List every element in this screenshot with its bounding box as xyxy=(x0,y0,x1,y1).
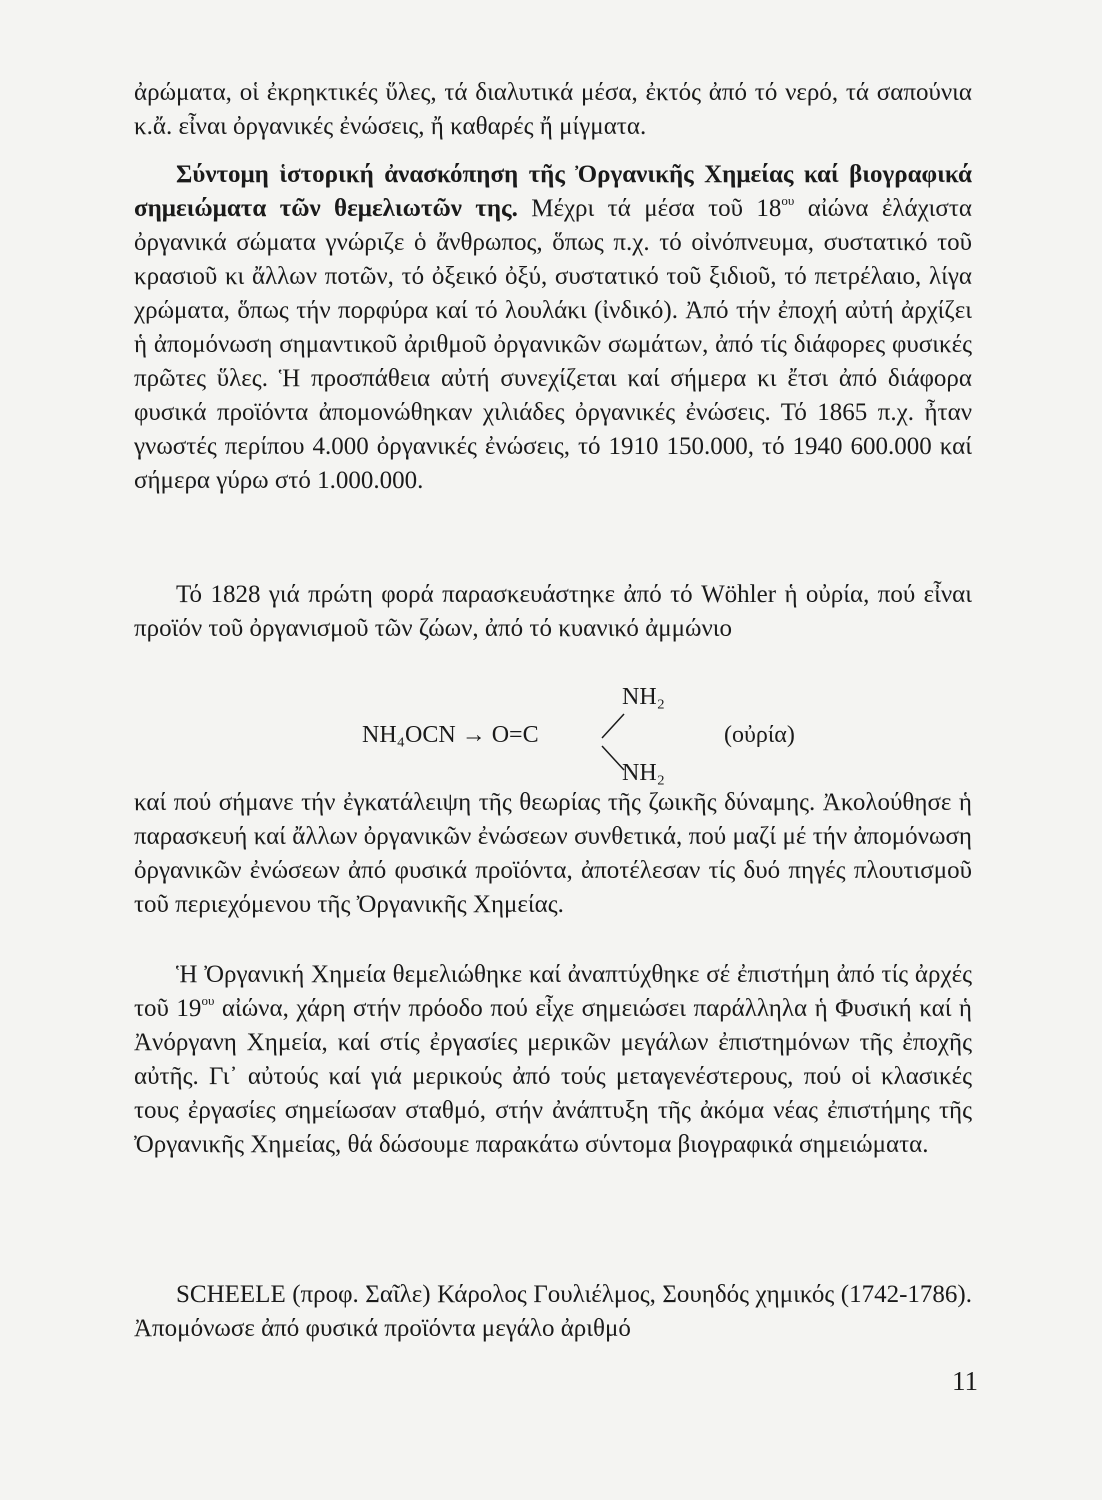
paragraph-wohler xyxy=(134,578,972,646)
paragraph-intro xyxy=(134,76,972,144)
paragraph-lead: Ἡ Ὀργανική Χημεία θεμελιώθηκε καί ἀναπτύχθηκε σέ ἐπιστήμη ἀπό τίς ἀρχές τοῦ 19 xyxy=(134,961,972,1022)
paragraph-text: αἰώνα, χάρη στήν πρόοδο πού εἶχε σημειώσει παράλληλα ἡ Φυσική καί ἡ Ἀνόργανη Χημεία, καί στίς ἐργασίες μερικῶν μεγάλων ἐπιστημόνων τῆς ἐποχῆς αὐτῆς. Γι᾽ αὐτούς καί γιά μερικούς ἀπό τούς μεταγενέστερους, πού οἱ κλασικές τους ἐργασίες σημείωσαν σταθμό, στήν ἀνάπτυξη τῆς ἀκόμα νέας ἐπιστήμης τῆς Ὀργανικῆς Χημείας, θά δώσουμε παρακάτω σύντομα βιογραφικά σημειώματα. xyxy=(134,995,972,1158)
formula-label: (οὐρία) xyxy=(724,722,795,748)
formula-main: NH₄OCN → O=C xyxy=(362,722,539,748)
bond-lines xyxy=(598,680,628,780)
paragraph-lead: Μέχρι τά μέσα τοῦ 18 xyxy=(531,195,782,222)
paragraph-scheele xyxy=(134,1278,972,1346)
page-number: 11 xyxy=(952,1366,978,1396)
paragraph-text: καί πού σήμανε τήν ἐγκατάλειψη τῆς θεωρίας τῆς ζωικῆς δύναμης. Ἀκολούθησε ἡ παρασκευή καί ἄλλων ὀργανικῶν ἐνώσεων συνθετικά, πού μαζί μέ τήν ἀπομόνωση ὀργανικῶν ἐνώσεων ἀπό φυσικά προϊόντα, ἀποτέλεσαν τίς δυό πηγές πλουτισμοῦ τοῦ περιεχόμενου τῆς Ὀργανικῆς Χημείας. xyxy=(134,789,972,918)
paragraph-text: αἰώνα ἐλάχιστα ὀργανικά σώματα γνώριζε ὁ ἄνθρωπος, ὅπως π.χ. τό οἰνόπνευμα, συστατικό τοῦ κρασιοῦ κι ἄλλων ποτῶν, τό ὀξεικό ὀξύ, συστατικό τοῦ ξιδιοῦ, τό πετρέλαιο, λίγα χρώματα, ὅπως τήν πορφύρα καί τό λουλάκι (ἰνδικό). Ἀπό τήν ἐποχή αὐτή ἀρχίζει ἡ ἀπομόνωση σημαντικοῦ ἀριθμοῦ ὀργανικῶν σωμάτων, ἀπό τίς διάφορες φυσικές πρῶτες ὕλες. Ἡ προσπάθεια αὐτή συνεχίζεται καί σήμερα κι ἔτσι ἀπό διάφορα φυσικά προϊόντα ἀπομονώθηκαν χιλιάδες ὀργανικές ἐνώσεις. Τό 1865 π.χ. ἦταν γνωστές περίπου 4.000 ὀργανικές ἐνώσεις, τό 1910 150.000, τό 1940 600.000 καί σήμερα γύρω στό 1.000.000. xyxy=(134,195,973,494)
ordinal-superscript: ου xyxy=(201,992,215,1008)
formula-nh2-top: NH₂ xyxy=(622,684,666,710)
paragraph-text: ἀρώματα, οἱ ἐκρηκτικές ὕλες, τά διαλυτικά μέσα, ἐκτός ἀπό τό νερό, τά σαπούνια κ.ἄ. εἶναι ὀργανικές ἐνώσεις, ἤ καθαρές ἤ μίγματα. xyxy=(134,79,972,140)
paragraph-foundation xyxy=(134,958,972,1162)
paragraph-text: Τό 1828 γιά πρώτη φορά παρασκευάστηκε ἀπό τό Wöhler ἡ οὐρία, πού εἶναι προϊόν τοῦ ὀργανισμοῦ τῶν ζώων, ἀπό τό κυανικό ἀμμώνιο xyxy=(134,581,972,642)
paragraph-synthesis xyxy=(134,786,972,922)
chemical-equation xyxy=(362,680,922,786)
paragraph-history xyxy=(134,158,972,498)
paragraph-text: SCHEELE (προφ. Σαῖλε) Κάρολος Γουλιέλμος, Σουηδός χημικός (1742-1786). Ἀπομόνωσε ἀπό φυσικά προϊόντα μεγάλο ἀριθμό xyxy=(134,1281,972,1342)
section-heading: Σύντομη ἱστορική ἀνασκόπηση τῆς Ὀργανικῆς Χημείας καί βιογραφικά σημειώματα τῶν θεμελιωτῶν της. xyxy=(134,161,972,222)
formula-nh2-bottom: NH₂ xyxy=(622,760,666,786)
ordinal-superscript: ου xyxy=(781,192,795,208)
